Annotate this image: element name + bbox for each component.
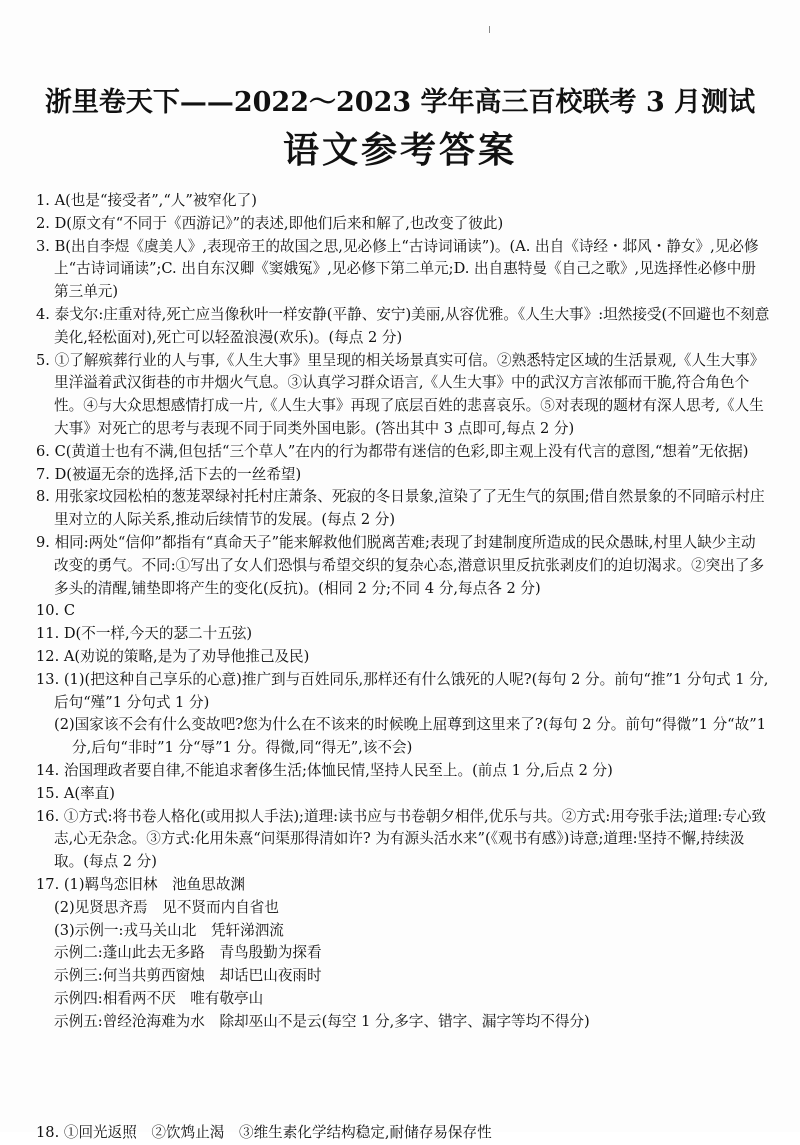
answer-item-13-part-1: 13. (1)(把这种自己享乐的心意)推广到与百姓同乐,那样还有什么饿死的人呢?(每句 2 分。前句“推”1 分句式 1 分,后句“殣”1 分句式 1 分) [36,670,769,711]
answer-item-10: 10. C [36,602,76,620]
answer-item-17-line: 示例五:曾经沧海难为水 除却巫山不是云(每空 1 分,多字、错字、漏字等均不得分) [54,1012,590,1030]
answer-item-1: 1. A(也是“接受者”,“人”被窄化了) [36,192,257,209]
answer-item-17-head: 17. (1)羁鸟恋旧林 池鱼思故渊 [36,875,246,893]
exam-title: 浙里卷天下——2022～2023 学年高三百校联考 3 月测试 [44,87,756,118]
scan-speck [489,26,490,33]
answer-item-17-line: 示例三:何当共剪西窗烛 却话巴山夜雨时 [54,967,322,985]
answer-item-13-part-2: (2)国家该不会有什么变故吧?您为什么在不该来的时候晚上屈尊到这里来了?(每句 2 分。前句“得微”1 分“故”1 分,后句“非时”1 分“辱”1 分。得微,同“得无”,该不会) [54,716,766,757]
answer-item-12: 12. A(劝说的策略,是为了劝导他推己及民) [36,647,310,665]
answer-item-5: 5. ①了解殡葬行业的人与事,《人生大事》里呈现的相关场景真实可信。②熟悉特定区域的生活景观,《人生大事》里洋溢着武汉街巷的市井烟火气息。③认真学习群众语言,《人生大事》中的武汉方言浓郁而干脆,符合角色个性。④与大众思想感情打成一片,《人生大事》再现了底层百姓的悲喜哀乐。⑤对表现的题材有深人思考,《人生大事》对死亡的思考与表现不同于同类外国电影。(答出其中 3 点即可,每点 2 分) [36,351,765,437]
answer-item-17-line: 示例二:蓬山此去无多路 青鸟殷勤为探看 [54,944,322,962]
answer-item-7: 7. D(被逼无奈的选择,活下去的一丝希望) [36,465,302,483]
answer-item-3: 3. B(出自李煜《虞美人》,表现帝王的故国之思,见必修上“古诗词诵读”)。(A. 出自《诗经・邶风・静女》,见必修上“古诗词诵读”;C. 出自东汉卿《窦娥冤》,见必修下第二单元;D. 出自惠特曼《自己之歌》,见选择性必修中册第三单元) [36,237,759,301]
answer-item-9: 9. 相同:两处“信仰”都指有“真命天子”能来解救他们脱离苦难;表现了封建制度所造成的民众愚昧,村里人缺少主动改变的勇气。不同:①写出了女人们恐惧与希望交织的复杂心态,潜意识里反抗张剥皮们的迫切渴求。②突出了多多头的清醒,铺垫即将产生的变化(反抗)。(相同 2 分;不同 4 分,每点各 2 分) [36,533,765,597]
answer-key-title: 语文参考答案 [282,129,517,171]
answer-item-11: 11. D(不一样,今天的瑟二十五弦) [36,625,253,643]
answer-item-14: 14. 治国理政者要自律,不能追求奢侈生活;体恤民情,坚持人民至上。(前点 1 分,后点 2 分) [36,761,613,779]
answer-item-2: 2. D(原文有“不同于《西游记》”的表述,即他们后来和解了,也改变了彼此) [36,214,504,232]
answer-item-4: 4. 泰戈尔:庄重对待,死亡应当像秋叶一样安静(平静、安宁)美丽,从容优雅。《人生大事》:坦然接受(不回避也不刻意美化,轻松面对),死亡可以轻盈浪漫(欢乐)。(每点 2 分) [36,305,770,346]
answer-item-8: 8. 用张家坟园松柏的葱茏翠绿衬托村庄萧条、死寂的冬日景象,渲染了了无生气的氛围;借自然景象的不同暗示村庄里对立的人际关系,推动后续情节的发展。(每点 2 分) [36,488,765,529]
answer-item-16: 16. ①方式:将书卷人格化(或用拟人手法);道理:读书应与书卷朝夕相伴,优乐与共。②方式:用夸张手法;道理:专心致志,心无杂念。③方式:化用朱熹“问渠那得清如许? 为有源头活水来”(《观书有感》)诗意;道理:坚持不懈,持续汲取。(每点 2 分) [36,807,767,871]
answer-item-15: 15. A(率直) [36,784,115,802]
answer-item-6: 6. C(黄道士也有不满,但包括“三个草人”在内的行为都带有迷信的色彩,即主观上没有代言的意图,“想着”无依据) [36,442,749,460]
answer-item-17-line: 示例四:相看两不厌 唯有敬亭山 [54,989,264,1007]
answer-item-17-line: (3)示例一:戎马关山北 凭轩涕泗流 [54,921,284,939]
answer-item-17-line: (2)见贤思齐焉 见不贤而内自省也 [54,898,279,916]
answer-item-18-cutoff: 18. ①回光返照 ②饮鸩止渴 ③维生素化学结构稳定,耐储存易保存性 [36,1124,492,1141]
answer-list [36,190,770,1033]
